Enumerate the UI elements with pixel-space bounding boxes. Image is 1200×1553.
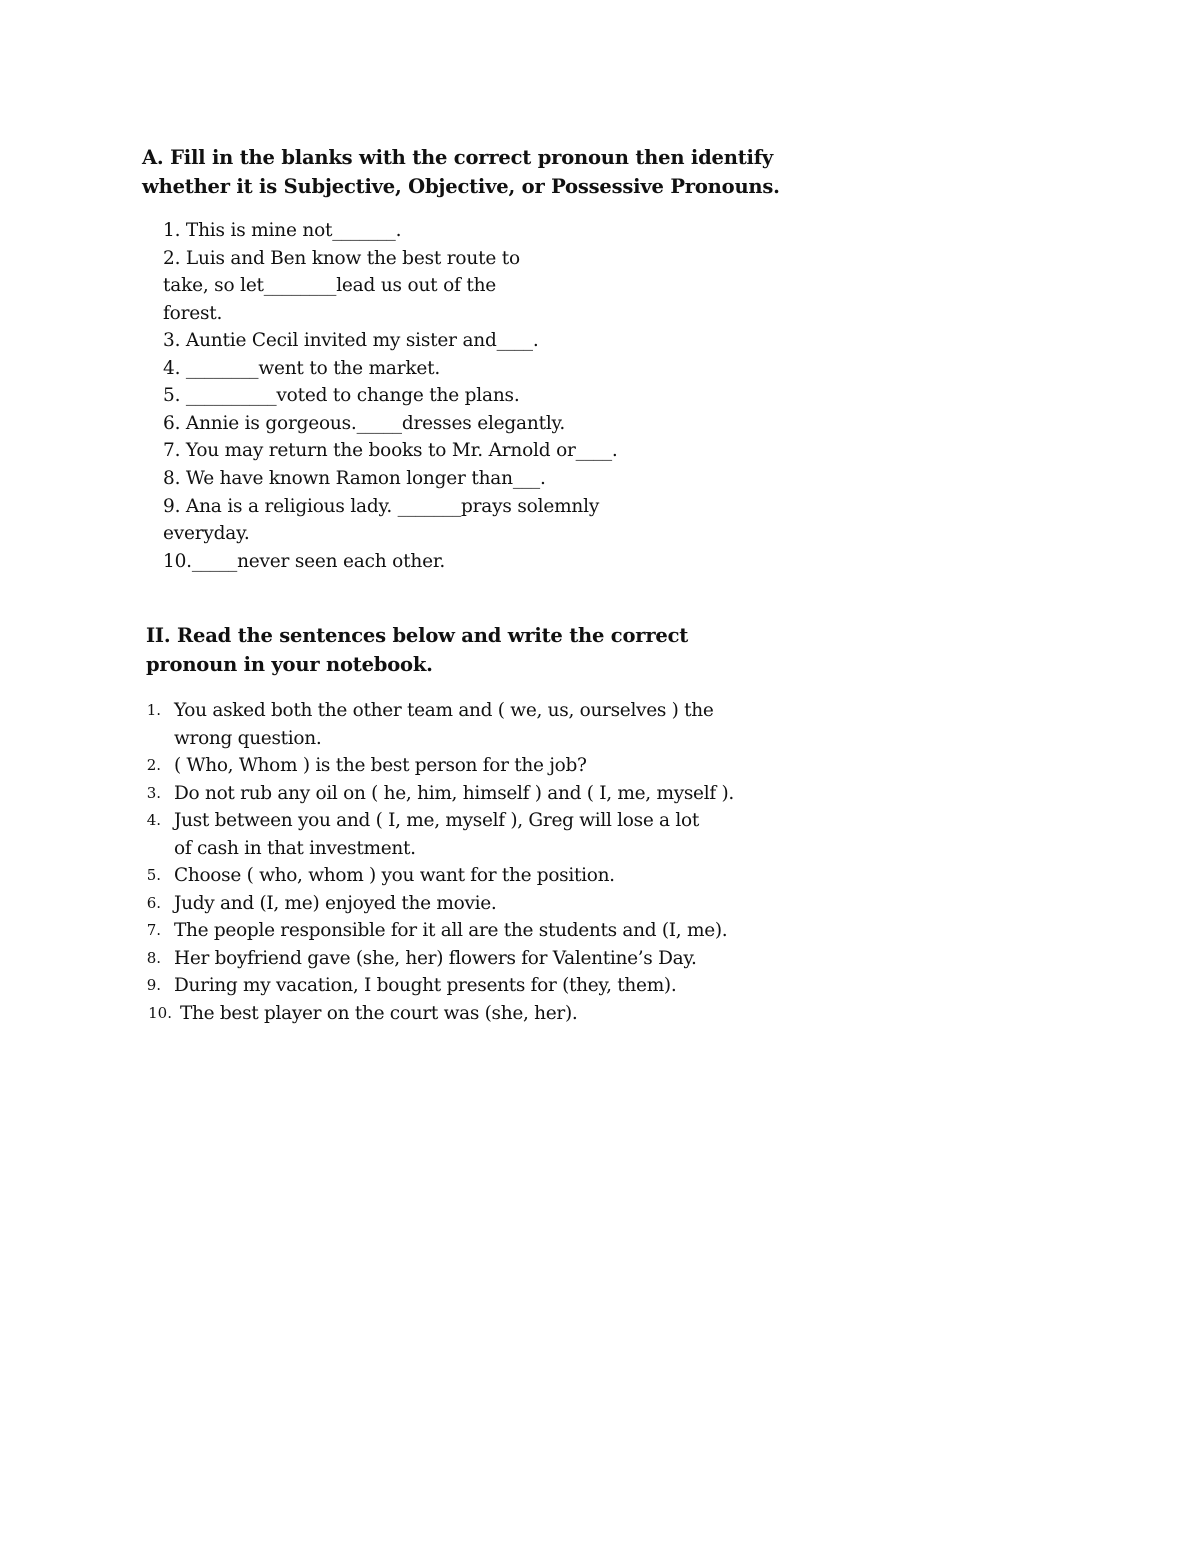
list-item-text: of cash in that investment. xyxy=(174,838,416,859)
list-item-number: 3. xyxy=(146,784,161,802)
section-a-item: 5. __________voted to change the plans. xyxy=(163,385,520,406)
section-a-heading-line-2: whether it is Subjective, Objective, or Possessive Pronouns. xyxy=(142,175,780,198)
list-item-text: ( Who, Whom ) is the best person for the job? xyxy=(174,755,587,776)
section-a-item: 6. Annie is gorgeous._____dresses elegantly. xyxy=(163,413,566,434)
section-b-heading-line-2: pronoun in your notebook. xyxy=(146,653,433,676)
section-a-item: 10._____never seen each other. xyxy=(163,551,446,572)
list-item-text: The best player on the court was (she, her). xyxy=(180,1003,578,1024)
section-a-item: 3. Auntie Cecil invited my sister and____. xyxy=(163,330,539,351)
list-item-number: 9. xyxy=(146,976,161,994)
list-item-text: Do not rub any oil on ( he, him, himself ) and ( I, me, myself ). xyxy=(174,783,734,804)
section-a-item: 4. ________went to the market. xyxy=(163,358,441,379)
section-a-item: 7. You may return the books to Mr. Arnold or____. xyxy=(163,440,618,461)
section-a-item: 1. This is mine not_______. xyxy=(163,220,402,241)
section-a-item: 9. Ana is a religious lady. _______prays solemnly xyxy=(163,496,600,517)
section-b-heading-line-1: II. Read the sentences below and write the correct xyxy=(146,624,689,647)
section-a-item: forest. xyxy=(163,303,223,324)
list-item-text: Choose ( who, whom ) you want for the position. xyxy=(174,865,615,886)
list-item-text: Her boyfriend gave (she, her) flowers for Valentine’s Day. xyxy=(174,948,697,969)
section-a-item: 8. We have known Ramon longer than___. xyxy=(163,468,546,489)
list-item-text: Judy and (I, me) enjoyed the movie. xyxy=(174,893,497,914)
list-item-number: 6. xyxy=(146,894,161,912)
section-a-item: 2. Luis and Ben know the best route to xyxy=(163,248,520,269)
list-item-number: 2. xyxy=(146,756,161,774)
list-item-text: wrong question. xyxy=(174,728,322,749)
list-item-number: 8. xyxy=(146,949,161,967)
list-item-number: 7. xyxy=(146,921,161,939)
section-a-item: everyday. xyxy=(163,523,250,544)
list-item-number: 10. xyxy=(148,1004,172,1022)
list-item-number: 5. xyxy=(146,866,161,884)
section-a-heading-line-1: A. Fill in the blanks with the correct pronoun then identify xyxy=(142,146,774,169)
list-item-number: 4. xyxy=(146,811,161,829)
list-item-text: During my vacation, I bought presents for (they, them). xyxy=(174,975,677,996)
list-item-text: The people responsible for it all are the students and (I, me). xyxy=(174,920,728,941)
list-item-text: Just between you and ( I, me, myself ), Greg will lose a lot xyxy=(174,810,699,831)
list-item-text: You asked both the other team and ( we, us, ourselves ) the xyxy=(174,700,714,721)
section-a-item: take, so let________lead us out of the xyxy=(163,275,497,296)
list-item-number: 1. xyxy=(146,701,161,719)
